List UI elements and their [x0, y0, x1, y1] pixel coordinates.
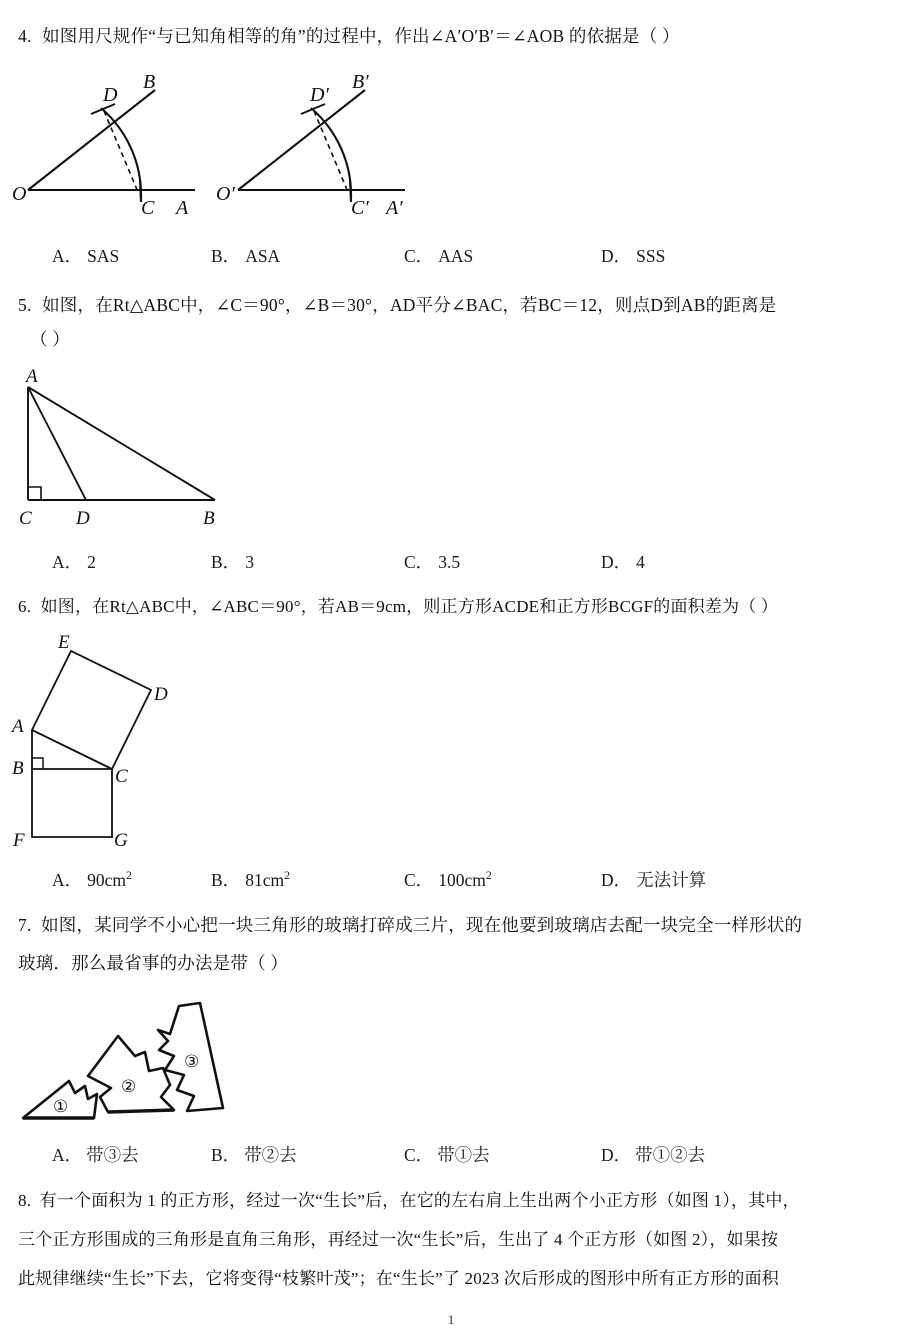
option-4-D[interactable] [601, 243, 665, 268]
option-6-B-label: B． [211, 870, 241, 890]
label-F: F [13, 830, 25, 851]
option-6-A[interactable] [52, 867, 132, 892]
page-number: 1 [447, 1312, 455, 1327]
option-7-C[interactable] [404, 1142, 490, 1167]
question-5-text-line-1 [18, 293, 776, 318]
option-6-C[interactable] [404, 867, 492, 892]
option-5-C-text: 3.5 [438, 552, 461, 572]
option-6-C-sup: 2 [485, 868, 492, 883]
question-8-text-line-1 [18, 1189, 800, 1214]
label-A: A [12, 716, 24, 737]
label-C: C [115, 766, 128, 787]
option-5-A[interactable] [52, 549, 96, 574]
label-O: O [12, 183, 27, 205]
option-7-C-text: 带①去 [437, 1145, 490, 1165]
option-6-D[interactable] [601, 867, 706, 892]
question-6-number: 6. [18, 597, 32, 616]
option-6-A-sup: 2 [126, 868, 132, 883]
label-B: B [143, 71, 156, 93]
option-5-D[interactable] [601, 549, 645, 574]
option-6-B-text: 81cm [245, 870, 285, 890]
option-6-C-text: 100cm [438, 870, 486, 890]
option-5-D-label: D． [601, 552, 632, 572]
option-6-B-sup: 2 [284, 868, 291, 883]
piece-label-2: ② [121, 1077, 137, 1097]
option-7-D[interactable] [601, 1142, 705, 1167]
question-7-line-1: 如图，某同学不小心把一块三角形的玻璃打碎成三片，现在他要到玻璃店去配一块完全一样形状的 [41, 915, 803, 935]
option-6-D-label: D． [601, 870, 632, 890]
question-8-number: 8. [18, 1191, 32, 1210]
question-4-number: 4. [18, 26, 32, 46]
option-7-D-text: 带①②去 [635, 1145, 706, 1165]
label-C-prime: C′ [351, 197, 369, 219]
option-5-B-text: 3 [245, 552, 254, 572]
question-5-text-line-2 [30, 327, 70, 352]
figure-right-triangle-with-bisector [0, 366, 280, 532]
question-8-line-3: 此规律继续“生长”下去，它将变得“枝繁叶茂”；在“生长”了 2023 次后形成的图形中所有正方形的面积 [18, 1269, 779, 1288]
question-6-text [18, 595, 778, 620]
label-A: A [26, 366, 38, 387]
angle-original-group [12, 71, 195, 219]
question-5-number: 5. [18, 295, 32, 315]
label-D: D [154, 684, 168, 705]
label-C: C [19, 508, 32, 529]
option-6-A-label: A． [52, 870, 83, 890]
label-B-prime: B′ [352, 71, 369, 93]
label-D: D [76, 508, 90, 529]
question-8-line-1: 有一个面积为 1 的正方形，经过一次“生长”后，在它的左右肩上生出两个小正方形（如图 1），其中， [39, 1191, 800, 1210]
question-6-line-1: 如图，在Rt△ABC中，∠ABC＝90°，若AB＝9cm，则正方形ACDE和正方形BCGF的面积差为（ ） [40, 597, 779, 616]
question-5-line-1: 如图，在Rt△ABC中，∠C＝90°，∠B＝30°，AD平分∠BAC，若BC＝12，则点D到AB的距离是 [42, 295, 777, 315]
option-6-B[interactable] [211, 867, 290, 892]
label-B: B [12, 758, 24, 779]
option-4-B[interactable] [211, 243, 280, 268]
question-4-line-1: 如图用尺规作“与已知角相等的角”的过程中，作出∠A′O′B′＝∠AOB 的依据是（ ） [42, 26, 680, 46]
option-7-B-label: B． [211, 1145, 241, 1165]
option-5-C-label: C． [404, 552, 434, 572]
option-6-A-text: 90cm [87, 870, 127, 890]
question-8-line-2: 三个正方形围成的三角形是直角三角形，再经过一次“生长”后，生出了 4 个正方形（如图 2），如果按 [18, 1230, 779, 1249]
option-7-B[interactable] [211, 1142, 297, 1167]
option-4-C-label: C． [404, 246, 434, 266]
question-8-text-line-3 [18, 1267, 779, 1292]
option-5-A-text: 2 [87, 552, 96, 572]
option-7-A[interactable] [52, 1142, 139, 1167]
option-6-D-text: 无法计算 [636, 870, 707, 890]
question-5-line-2: （ ） [30, 329, 70, 349]
label-C: C [141, 197, 155, 219]
option-4-C[interactable] [404, 243, 473, 268]
label-D-prime: D′ [310, 84, 329, 106]
label-A: A [176, 197, 189, 219]
figure-angle-copy-construction [0, 68, 420, 223]
piece-label-1: ① [53, 1097, 69, 1117]
question-4-text [18, 24, 680, 49]
option-4-A-label: A． [52, 246, 83, 266]
question-7-text-line-1 [18, 913, 802, 938]
option-4-B-label: B． [211, 246, 241, 266]
option-4-B-text: ASA [245, 246, 281, 266]
label-A-prime: A′ [386, 197, 403, 219]
option-7-A-text: 带③去 [86, 1145, 139, 1165]
piece-label-3: ③ [184, 1052, 200, 1072]
option-4-A[interactable] [52, 243, 119, 268]
angle-copy-group [216, 71, 405, 219]
label-D: D [103, 84, 118, 106]
option-5-D-text: 4 [636, 552, 645, 572]
question-8-text-line-2 [18, 1228, 778, 1253]
option-5-A-label: A． [52, 552, 83, 572]
option-5-B[interactable] [211, 549, 254, 574]
option-7-B-text: 带②去 [244, 1145, 297, 1165]
label-B: B [203, 508, 215, 529]
option-6-C-label: C． [404, 870, 434, 890]
question-7-text-line-2 [18, 951, 288, 976]
option-5-C[interactable] [404, 549, 460, 574]
option-4-A-text: SAS [87, 246, 120, 266]
label-G: G [114, 830, 128, 851]
question-7-number: 7. [18, 915, 32, 935]
option-7-A-label: A． [52, 1145, 83, 1165]
question-7-line-2: 玻璃．那么最省事的办法是带（ ） [18, 953, 289, 973]
option-5-B-label: B． [211, 552, 241, 572]
figure-broken-glass-pieces [18, 1000, 258, 1145]
option-4-D-label: D． [601, 246, 632, 266]
option-7-D-label: D． [601, 1145, 632, 1165]
option-4-C-text: AAS [438, 246, 474, 266]
option-7-C-label: C． [404, 1145, 434, 1165]
figure-two-squares-on-right-triangle [0, 632, 220, 852]
option-4-D-text: SSS [636, 246, 666, 266]
label-E: E [58, 632, 70, 653]
label-O-prime: O′ [216, 183, 235, 205]
